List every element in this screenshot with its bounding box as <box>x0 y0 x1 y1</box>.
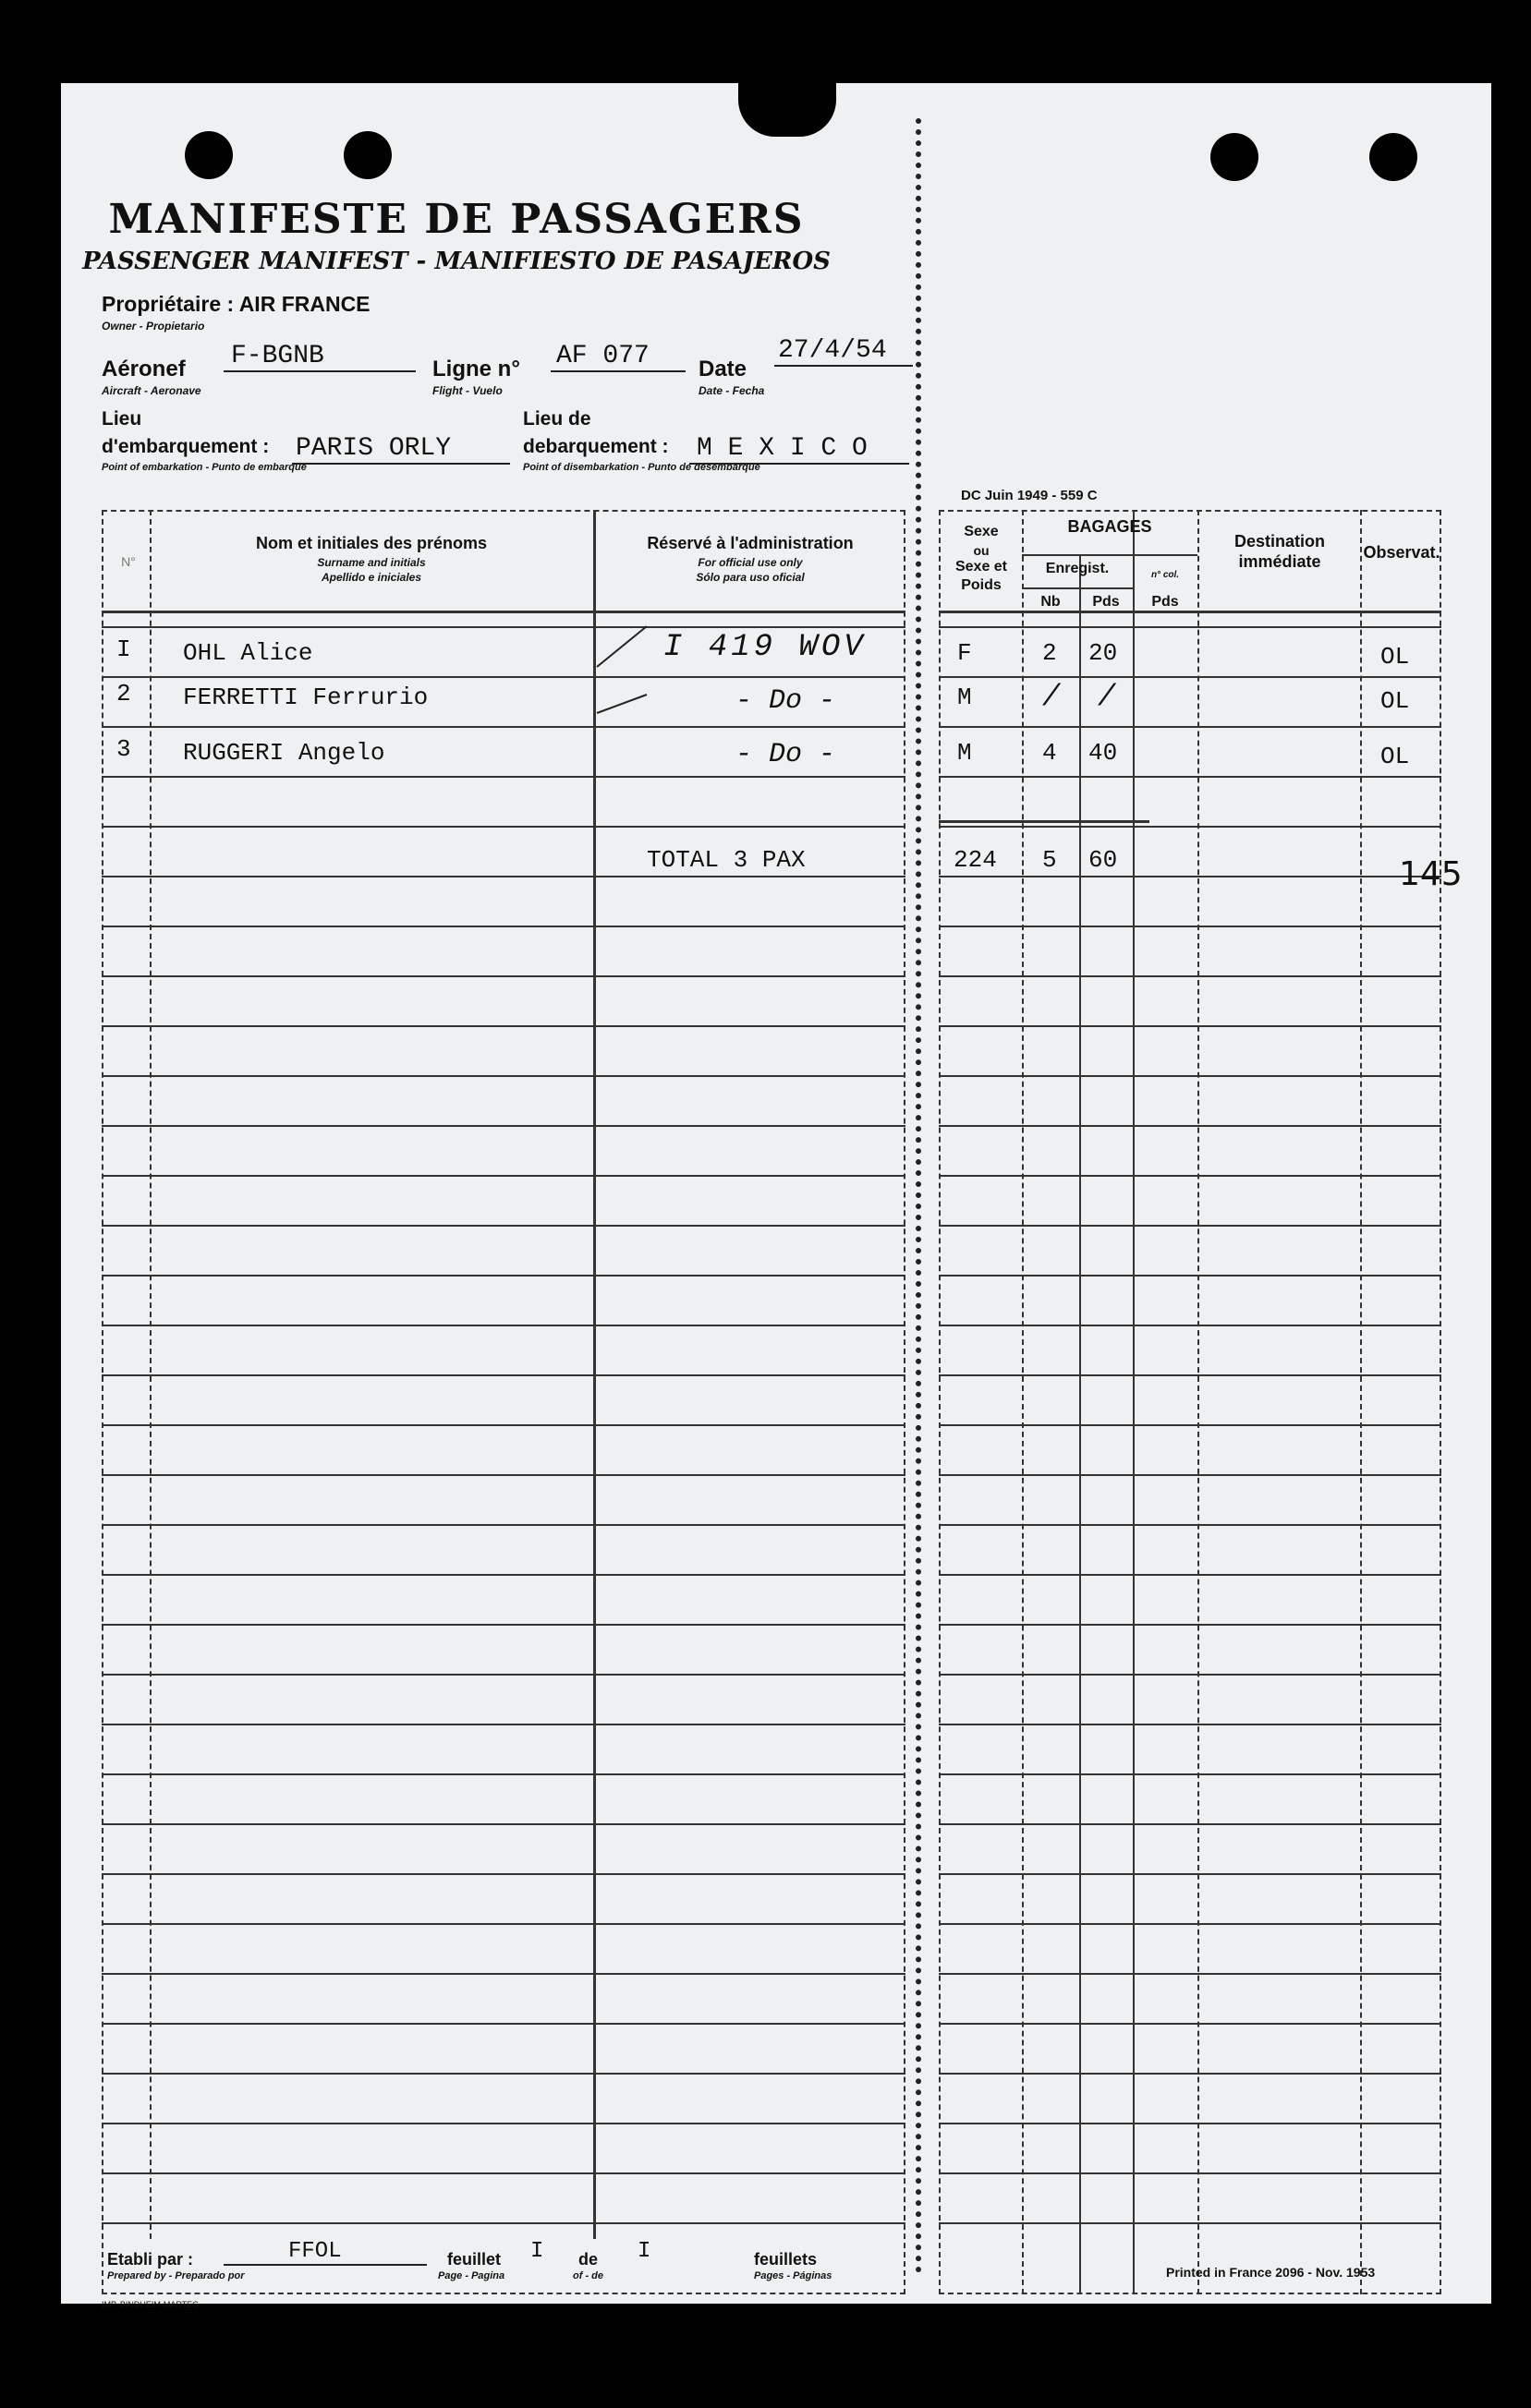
row-2-no: 2 <box>116 680 131 708</box>
col-admin-sub1: For official use only <box>698 556 803 569</box>
aircraft-sub: Aircraft - Aeronave <box>102 384 201 397</box>
disembark-label-1: Lieu de <box>523 408 591 430</box>
table-rule <box>939 1674 1441 1676</box>
date-sub: Date - Fecha <box>699 384 765 397</box>
row-3-no: 3 <box>116 735 131 763</box>
table-rule <box>939 1524 1441 1526</box>
table-rule <box>102 2222 905 2224</box>
table-rule <box>102 1773 905 1775</box>
col-pds-header: Pds <box>1092 594 1120 610</box>
table-rule <box>939 1275 1441 1277</box>
flight-value: AF 077 <box>551 342 686 372</box>
aircraft-value: F-BGNB <box>224 342 416 372</box>
sheets-label: feuillets <box>754 2250 818 2269</box>
row-3-admin: - Do - <box>735 739 836 770</box>
table-rule <box>102 1574 905 1576</box>
admin-tick-marks <box>591 621 665 722</box>
table-rule <box>939 1624 1441 1626</box>
row-3-pds: 40 <box>1088 739 1118 767</box>
form-reference: DC Juin 1949 - 559 C <box>961 488 1098 503</box>
table-rule <box>102 1125 905 1127</box>
table-rule <box>102 2073 905 2075</box>
table-rule <box>939 1424 1441 1426</box>
table-rule <box>939 2172 1441 2174</box>
table-rule <box>102 1175 905 1177</box>
page-title: MANIFESTE DE PASSAGERS <box>108 196 805 243</box>
table-rule <box>102 1325 905 1326</box>
sheets-sub: Pages - Páginas <box>754 2270 832 2281</box>
row-3-obs: OL <box>1380 743 1410 770</box>
table-rule <box>939 975 1441 977</box>
table-rule <box>939 926 1441 927</box>
col-dest-header-1: Destination <box>1233 532 1325 551</box>
perforation-line <box>916 118 921 2274</box>
flight-sub: Flight - Vuelo <box>432 384 503 397</box>
table-rule <box>102 776 905 778</box>
table-rule <box>102 1823 905 1825</box>
table-rule <box>939 826 1441 828</box>
table-rule <box>939 726 1441 728</box>
table-rule <box>102 1075 905 1077</box>
manifest-sheet <box>61 83 1491 2309</box>
row-2-name: FERRETTI Ferrurio <box>183 684 429 711</box>
table-rule <box>939 776 1441 778</box>
table-rule <box>939 2222 1441 2224</box>
col-dest-header-2: immédiate <box>1238 552 1321 571</box>
disembark-value: M E X I C O <box>689 434 909 465</box>
table-rule <box>102 1524 905 1526</box>
total-label: TOTAL 3 PAX <box>647 846 806 874</box>
table-rule <box>939 1724 1441 1725</box>
table-rule <box>102 1873 905 1875</box>
row-1-pds: 20 <box>1088 639 1118 667</box>
table-rule <box>102 2023 905 2025</box>
row-1-sex: F <box>957 639 972 667</box>
of-value: I <box>638 2239 651 2264</box>
table-rule <box>102 926 905 927</box>
table-rule <box>939 876 1441 877</box>
embark-sub: Point of embarkation - Punto de embarque <box>102 462 307 473</box>
table-rule <box>939 676 1441 678</box>
col-obs-header: Observat. <box>1363 543 1440 562</box>
col-sex-header-1: Sexe <box>964 524 999 539</box>
col-admin-sub2: Sólo para uso oficial <box>696 571 805 584</box>
total-sex-weight: 224 <box>954 846 997 874</box>
row-1-no: I <box>116 635 131 663</box>
total-pds: 60 <box>1088 846 1118 874</box>
table-rule <box>102 1424 905 1426</box>
table-rule <box>939 1175 1441 1177</box>
flight-label: Ligne n° <box>432 357 520 381</box>
table-rule <box>102 1674 905 1676</box>
table-rule <box>939 1325 1441 1326</box>
table-rule <box>102 726 905 728</box>
punch-notch <box>738 79 836 137</box>
table-rule <box>102 2123 905 2124</box>
page-stamp-number: 145 <box>1399 855 1463 893</box>
table-rule <box>939 1125 1441 1127</box>
table-rule <box>102 676 905 678</box>
aircraft-label: Aéronef <box>102 357 186 381</box>
col-no-header: N° <box>121 554 136 569</box>
col-admin-header: Réservé à l'administration <box>647 534 854 552</box>
punch-hole <box>1210 133 1258 181</box>
embark-label-2: d'embarquement : <box>102 436 270 457</box>
owner-sub: Owner - Propietario <box>102 320 205 333</box>
of-sub: of - de <box>573 2270 603 2281</box>
row-1-obs: OL <box>1380 643 1410 671</box>
date-label: Date <box>699 357 747 381</box>
col-ncol-pds-header: Pds <box>1151 594 1179 610</box>
row-2-pds: / <box>1098 680 1116 714</box>
col-sex-header-4: Poids <box>961 577 1002 593</box>
row-3-sex: M <box>957 739 972 767</box>
table-rule <box>102 626 905 628</box>
col-enreg-header: Enregist. <box>1045 561 1110 576</box>
table-rule <box>102 1025 905 1027</box>
table-rule <box>102 1923 905 1925</box>
page-subtitle: PASSENGER MANIFEST - MANIFIESTO DE PASAJEROS <box>82 248 831 275</box>
total-nb: 5 <box>1042 846 1057 874</box>
table-rule <box>939 1873 1441 1875</box>
punch-hole <box>185 131 233 179</box>
disembark-label-2: debarquement : <box>523 436 669 457</box>
punch-hole <box>344 131 392 179</box>
subtotal-line <box>939 820 1149 823</box>
table-rule <box>939 2023 1441 2025</box>
table-rule <box>102 2172 905 2174</box>
col-bagages-header: BAGAGES <box>1067 517 1152 536</box>
printer-credit: IMP. BINDHEIM-MARTEG <box>102 2300 200 2309</box>
printed-notice: Printed in France 2096 - Nov. 1953 <box>1166 2265 1376 2280</box>
table-rule <box>939 2073 1441 2075</box>
col-nb-header: Nb <box>1040 594 1061 610</box>
row-2-nb: / <box>1042 680 1061 714</box>
col-sex-header-2: ou <box>973 543 990 558</box>
prepared-value: FFOL <box>224 2239 427 2266</box>
embark-label-1: Lieu <box>102 408 142 430</box>
owner-label: Propriétaire : AIR FRANCE <box>102 292 371 316</box>
table-rule <box>102 1225 905 1227</box>
sheet-sub: Page - Pagina <box>438 2270 505 2281</box>
table-rule <box>939 1973 1441 1975</box>
table-rule <box>939 1075 1441 1077</box>
table-rule <box>939 1225 1441 1227</box>
table-rule <box>939 1025 1441 1027</box>
col-name-sub1: Surname and initials <box>317 556 426 569</box>
col-sex-header-3: Sexe et <box>954 559 1008 575</box>
row-1-admin: I 419 WOV <box>663 630 867 665</box>
prepared-label: Etabli par : <box>107 2250 194 2269</box>
table-rule <box>102 876 905 877</box>
table-rule <box>102 975 905 977</box>
row-2-sex: M <box>957 684 972 711</box>
col-name-sub2: Apellido e iniciales <box>321 571 422 584</box>
table-rule <box>102 1624 905 1626</box>
sheet-label: feuillet <box>447 2250 502 2269</box>
col-name-header: Nom et initiales des prénoms <box>255 534 488 552</box>
of-label: de <box>578 2250 599 2269</box>
prepared-sub: Prepared by - Preparado por <box>107 2270 245 2281</box>
sheet-value: I <box>530 2239 544 2264</box>
table-rule <box>102 1275 905 1277</box>
table-rule <box>102 1724 905 1725</box>
row-2-obs: OL <box>1380 687 1410 715</box>
table-rule <box>939 626 1441 628</box>
row-1-name: OHL Alice <box>183 639 313 667</box>
col-ncol-header: n° col. <box>1150 570 1180 580</box>
table-rule <box>939 1923 1441 1925</box>
embark-value: PARIS ORLY <box>292 434 510 465</box>
punch-hole <box>1369 133 1417 181</box>
row-3-nb: 4 <box>1042 739 1057 767</box>
table-rule <box>939 1823 1441 1825</box>
table-rule <box>939 1374 1441 1376</box>
row-3-name: RUGGERI Angelo <box>183 739 385 767</box>
row-2-admin: - Do - <box>735 685 836 717</box>
table-rule <box>939 2123 1441 2124</box>
disembark-sub: Point of disembarkation - Punto de desembarque <box>523 462 760 473</box>
date-value: 27/4/54 <box>774 336 913 367</box>
table-rule <box>102 1973 905 1975</box>
table-rule <box>939 1474 1441 1476</box>
table-rule <box>102 826 905 828</box>
table-rule <box>102 1474 905 1476</box>
table-rule <box>102 1374 905 1376</box>
table-rule <box>939 1773 1441 1775</box>
table-rule <box>939 1574 1441 1576</box>
row-1-nb: 2 <box>1042 639 1057 667</box>
